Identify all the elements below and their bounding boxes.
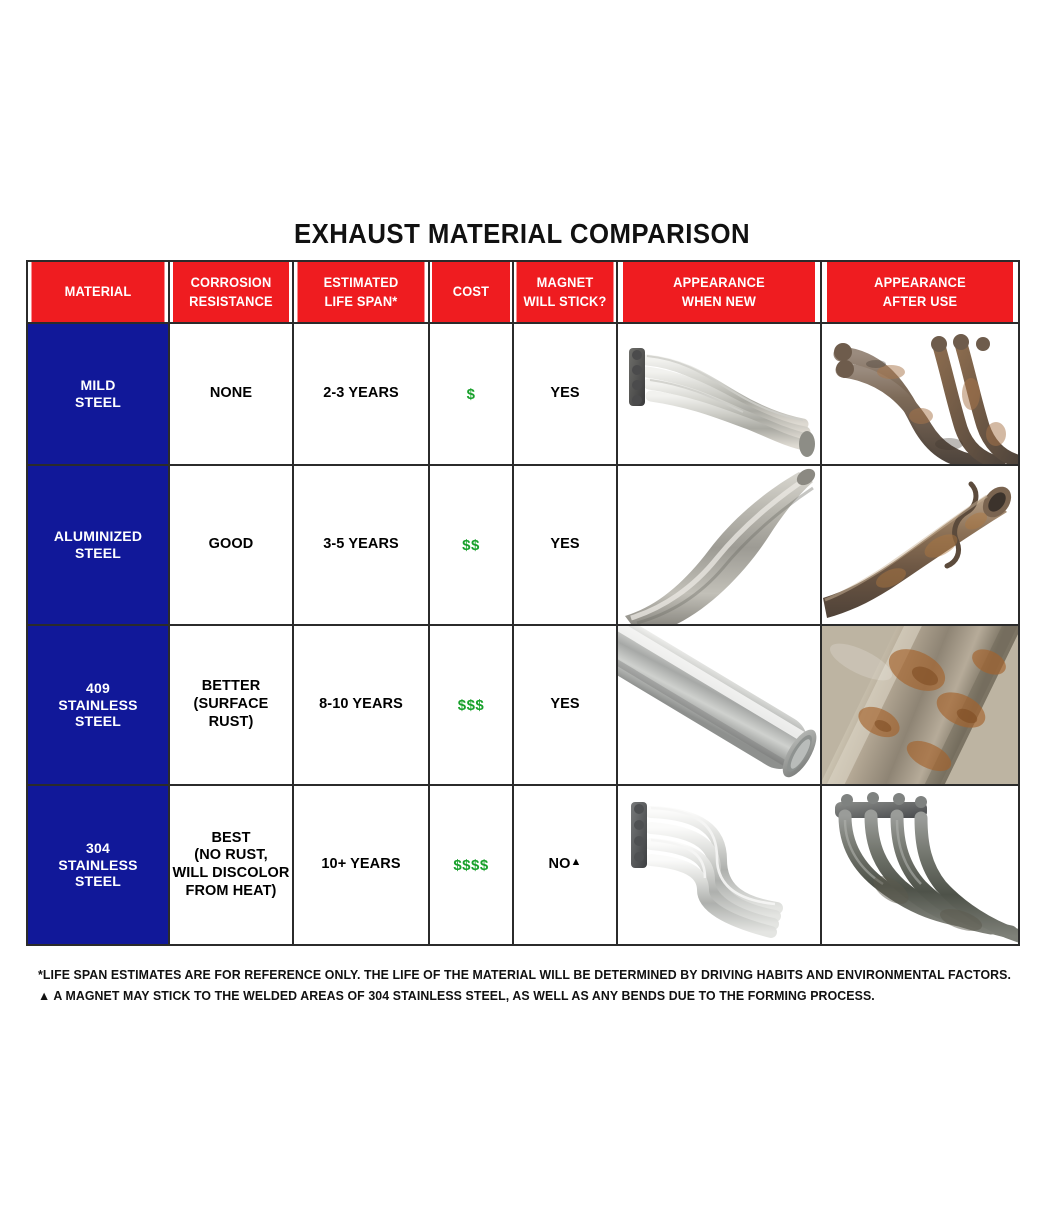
- cell-corrosion-mild-steel: NONE: [169, 323, 293, 465]
- column-header-corrosion-resistance: [172, 261, 290, 323]
- aluminized-pipe-illustration: [618, 466, 820, 624]
- header-label-line1: APPEARANCE: [874, 274, 966, 290]
- image-aluminized-pipe-rusted: [822, 466, 1018, 624]
- cell-appearance-new-409-stainless-steel: [617, 625, 821, 785]
- material-label-line1: 304: [86, 839, 110, 856]
- column-header-estimated-life-span: [296, 261, 425, 323]
- table-header-row: [27, 261, 1019, 323]
- cell-magnet-304-stainless-steel: [513, 785, 617, 945]
- material-label-line2: STAINLESS: [58, 856, 138, 873]
- cell-material-aluminized-steel: [27, 465, 169, 625]
- cell-material-409-stainless-steel: [27, 625, 169, 785]
- image-304-header-new: [618, 786, 820, 944]
- table-row: [27, 465, 1019, 625]
- footnotes: [38, 965, 1012, 1007]
- header-label-line1: ESTIMATED: [323, 274, 399, 290]
- table-row: [27, 323, 1019, 465]
- cell-appearance-new-304-stainless-steel: [617, 785, 821, 945]
- header-label: COST: [452, 284, 490, 300]
- cell-corrosion-aluminized-steel: GOOD: [169, 465, 293, 625]
- aluminized-rust-illustration: [822, 466, 1018, 624]
- corrosion-line1: BEST: [211, 829, 251, 846]
- surface-rust-illustration: [822, 626, 1018, 784]
- cell-magnet-409-stainless-steel: YES: [513, 625, 617, 785]
- header-label-line2: LIFE SPAN*: [324, 294, 398, 309]
- column-header-material: [31, 261, 166, 323]
- page-title: EXHAUST MATERIAL COMPARISON: [293, 218, 751, 249]
- footnote-life-span: *LIFE SPAN ESTIMATES ARE FOR REFERENCE ONLY. THE LIFE OF THE MATERIAL WILL BE DETERMINED BY DRIVING HABITS AND ENVIRONMENTAL FACTORS.: [38, 968, 1012, 982]
- cell-material-304-stainless-steel: [27, 785, 169, 945]
- image-409-tube-new: [618, 626, 820, 784]
- material-label-line2: STEEL: [74, 394, 122, 410]
- corrosion-line2: (NO RUST,: [194, 847, 268, 864]
- column-header-cost: [431, 261, 511, 323]
- stainless-header-illustration: [618, 786, 820, 944]
- table-row: [27, 625, 1019, 785]
- header-label-line1: MAGNET: [536, 274, 594, 290]
- cell-life-aluminized-steel: 3-5 YEARS: [293, 465, 429, 625]
- corrosion-line3: WILL DISCOLOR: [172, 865, 290, 881]
- image-409-tube-surface-rust: [822, 626, 1018, 784]
- cell-appearance-used-aluminized-steel: [821, 465, 1019, 625]
- mild-steel-new-illustration: [618, 324, 820, 464]
- corrosion-line4: FROM HEAT): [185, 882, 277, 899]
- comparison-table-wrapper: [26, 260, 1018, 946]
- column-header-magnet-will-stick: [516, 261, 615, 323]
- cell-material-mild-steel: [27, 323, 169, 465]
- footnote-marker: ▲: [570, 856, 582, 869]
- table-row: [27, 785, 1019, 945]
- cell-cost-aluminized-steel: $$: [429, 465, 513, 625]
- column-header-appearance-after-use: [826, 261, 1014, 323]
- cell-life-304-stainless-steel: 10+ YEARS: [293, 785, 429, 945]
- cell-cost-mild-steel: $: [429, 323, 513, 465]
- comparison-table: [26, 260, 1020, 946]
- cell-appearance-used-mild-steel: [821, 323, 1019, 465]
- header-label-line2: WILL STICK?: [523, 294, 607, 309]
- corrosion-line1: BETTER: [201, 678, 261, 695]
- material-label-line3: STEEL: [74, 873, 122, 890]
- cell-appearance-new-aluminized-steel: [617, 465, 821, 625]
- mild-steel-rust-illustration: [822, 324, 1018, 464]
- header-label-line2: WHEN NEW: [681, 294, 757, 309]
- header-label-line1: APPEARANCE: [673, 274, 765, 290]
- stainless-tube-illustration: [618, 626, 820, 784]
- cell-life-409-stainless-steel: 8-10 YEARS: [293, 625, 429, 785]
- cell-life-mild-steel: 2-3 YEARS: [293, 323, 429, 465]
- cell-cost-304-stainless-steel: $$$$: [429, 785, 513, 945]
- image-304-header-discolored: [822, 786, 1018, 944]
- material-label-line2: STEEL: [74, 545, 122, 561]
- header-label-line2: RESISTANCE: [189, 294, 273, 309]
- header-flange-bolts: [631, 802, 647, 868]
- heat-discolored-illustration: [822, 786, 1018, 944]
- cell-appearance-used-304-stainless-steel: [821, 785, 1019, 945]
- material-label-line3: STEEL: [74, 713, 122, 730]
- cell-cost-409-stainless-steel: $$$: [429, 625, 513, 785]
- header-label: MATERIAL: [64, 284, 132, 300]
- corrosion-line3: RUST): [208, 713, 254, 730]
- header-flange-bolts: [629, 348, 645, 406]
- image-mild-steel-header-new: [618, 324, 820, 464]
- image-mild-steel-header-rusted: [822, 324, 1018, 464]
- cell-appearance-used-409-stainless-steel: [821, 625, 1019, 785]
- footnote-magnet: ▲ A MAGNET MAY STICK TO THE WELDED AREAS OF 304 STAINLESS STEEL, AS WELL AS ANY BENDS DUE TO THE FORMING PROCESS.: [38, 988, 875, 1003]
- cell-corrosion-304-stainless-steel: [169, 785, 293, 945]
- image-aluminized-pipe-new: [618, 466, 820, 624]
- cell-corrosion-409-stainless-steel: [169, 625, 293, 785]
- header-label-line1: CORROSION: [190, 274, 272, 290]
- material-label-line1: 409: [86, 679, 110, 696]
- material-label-line2: STAINLESS: [58, 696, 138, 713]
- cell-magnet-aluminized-steel: YES: [513, 465, 617, 625]
- corrosion-line2: (SURFACE: [193, 696, 269, 713]
- material-label-line1: ALUMINIZED: [53, 528, 143, 545]
- header-label-line2: AFTER USE: [882, 294, 958, 309]
- cell-appearance-new-mild-steel: [617, 323, 821, 465]
- column-header-appearance-when-new: [622, 261, 816, 323]
- material-label-line1: MILD: [80, 377, 116, 394]
- cell-magnet-mild-steel: YES: [513, 323, 617, 465]
- magnet-value: NO: [548, 856, 571, 873]
